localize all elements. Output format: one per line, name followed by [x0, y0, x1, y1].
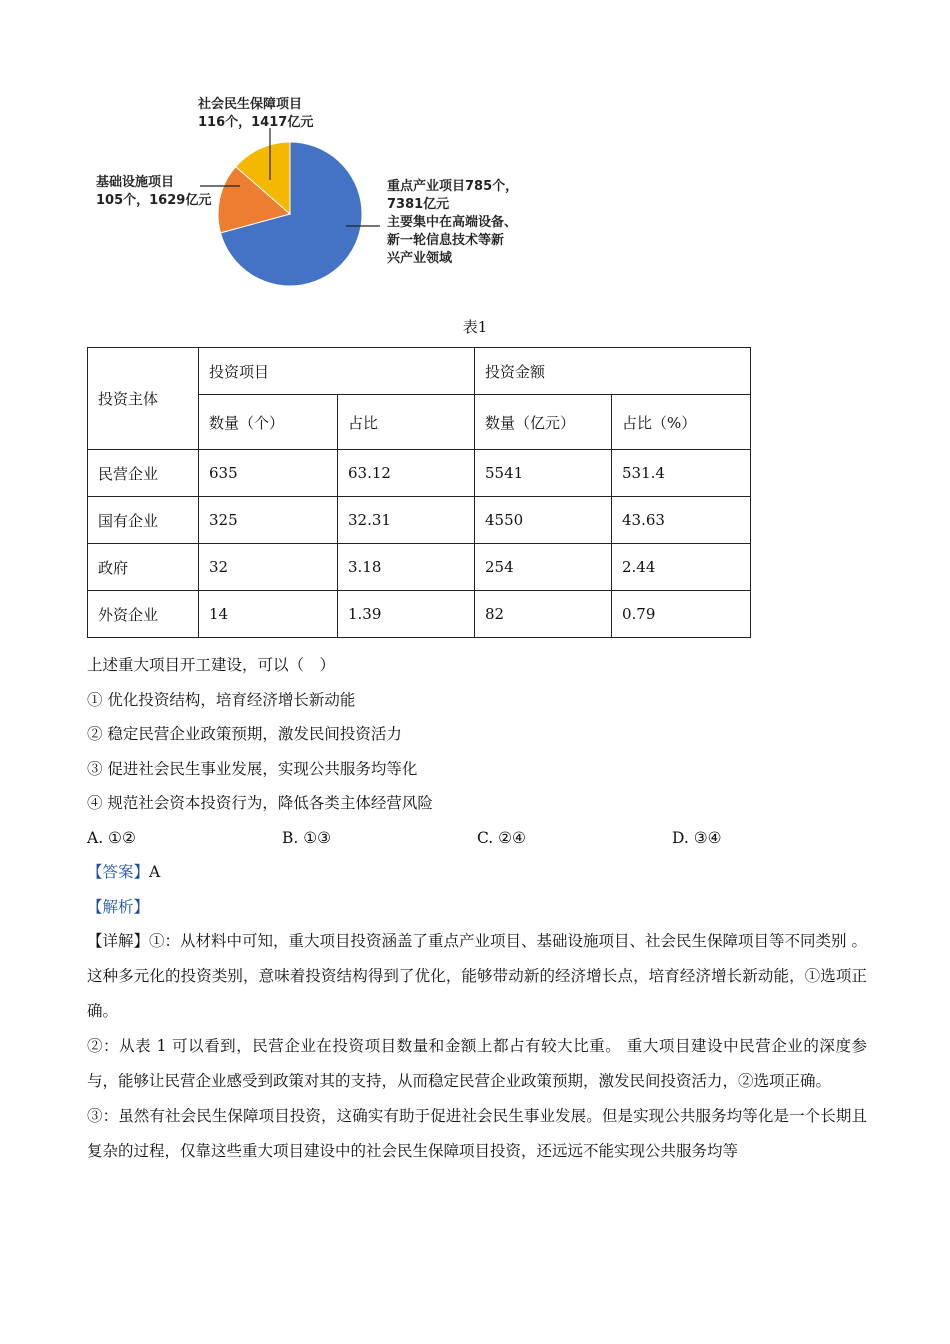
row-name: 外资企业	[88, 591, 199, 638]
option-3: ③ 促进社会民生事业发展，实现公共服务均等化	[87, 759, 418, 778]
choice-a[interactable]: A. ①②	[87, 828, 136, 847]
row-count: 325	[199, 497, 338, 544]
row-amount: 82	[475, 591, 612, 638]
row-count: 32	[199, 544, 338, 591]
answer-value: A	[149, 863, 161, 881]
option-1: ① 优化投资结构，培育经济增长新动能	[87, 690, 356, 709]
analysis-heading	[87, 890, 867, 925]
table-row	[88, 497, 751, 544]
row-count-pct: 3.18	[338, 544, 475, 591]
row-name: 国有企业	[88, 497, 199, 544]
analysis-paragraph-1	[87, 924, 867, 1029]
subheader-amount: 数量（亿元）	[475, 395, 612, 450]
table-row	[88, 450, 751, 497]
table-row	[88, 591, 751, 638]
row-amount: 254	[475, 544, 612, 591]
table-row	[88, 544, 751, 591]
analysis-tag: 【解析】	[87, 897, 150, 916]
row-count-pct: 32.31	[338, 497, 475, 544]
row-count-pct: 63.12	[338, 450, 475, 497]
row-amount: 4550	[475, 497, 612, 544]
row-count: 14	[199, 591, 338, 638]
row-count-pct: 1.39	[338, 591, 475, 638]
label-social-value: 116个，1417亿元	[198, 115, 314, 130]
subheader-amount-pct: 占比（%）	[612, 395, 751, 450]
analysis-paragraph-2: ②：从表 1 可以看到，民营企业在投资项目数量和金额上都占有较大比重。 重大项目建设中民营企业的深度参与，能够让民营企业感受到政策对其的支持，从而稳定民营企业政策预期，激发民间投资活力，②选项正确。	[87, 1037, 867, 1090]
analysis-paragraph-3: ③：虽然有社会民生保障项目投资，这确实有助于促进社会民生事业发展。但是实现公共服务均等化是一个长期且复杂的过程，仅靠这些重大项目建设中的社会民生保障项目投资，还远远不能实现公共服务均等	[87, 1107, 867, 1160]
row-name: 民营企业	[88, 450, 199, 497]
label-social-title: 社会民生保障项目	[198, 97, 303, 112]
answer-line	[87, 855, 867, 890]
pie-chart	[0, 0, 950, 310]
analysis-text-1: ①：从材料中可知，重大项目投资涵盖了重点产业项目、基础设施项目、社会民生保障项目等不同类别 。这种多元化的投资类别，意味着投资结构得到了优化，能够带动新的经济增长点，培育经济增长新动能，①选项正确。	[87, 932, 867, 1020]
pie-slices	[218, 142, 362, 286]
row-amount-pct: 43.63	[612, 497, 751, 544]
label-infra-value: 105个，1629亿元	[96, 193, 212, 208]
question-block	[87, 648, 867, 1169]
row-amount-pct: 2.44	[612, 544, 751, 591]
label-industry-value: 7381亿元	[387, 197, 450, 212]
subheader-count-pct: 占比	[338, 395, 475, 450]
analysis-body	[87, 924, 867, 1169]
label-infra-title: 基础设施项目	[96, 175, 175, 190]
subheader-count: 数量（个）	[199, 395, 338, 450]
row-name: 政府	[88, 544, 199, 591]
label-industry-note-2: 新一轮信息技术等新	[387, 233, 505, 248]
choice-row	[87, 821, 867, 856]
detail-tag: 【详解】	[87, 932, 150, 950]
answer-tag: 【答案】	[87, 863, 150, 881]
option-4: ④ 规范社会资本投资行为，降低各类主体经营风险	[87, 794, 433, 812]
option-2: ② 稳定民营企业政策预期，激发民间投资活力	[87, 725, 402, 743]
header-projects: 投资项目	[199, 348, 475, 395]
row-amount-pct: 531.4	[612, 450, 751, 497]
label-industry-note-3: 兴产业领域	[387, 251, 453, 266]
label-industry-note-1: 主要集中在高端设备、	[387, 215, 518, 230]
header-subject: 投资主体	[88, 348, 199, 450]
investment-table	[87, 347, 751, 638]
label-industry-count: 重点产业项目785个，	[387, 179, 519, 194]
question-stem: 上述重大项目开工建设，可以（ ）	[87, 656, 336, 674]
choice-c[interactable]: C. ②④	[477, 828, 526, 847]
table-caption: 表1	[462, 318, 488, 336]
choice-d[interactable]: D. ③④	[672, 828, 722, 847]
header-amount: 投资金额	[475, 348, 751, 395]
row-amount-pct: 0.79	[612, 591, 751, 638]
choice-b[interactable]: B. ①③	[282, 828, 332, 847]
row-amount: 5541	[475, 450, 612, 497]
row-count: 635	[199, 450, 338, 497]
